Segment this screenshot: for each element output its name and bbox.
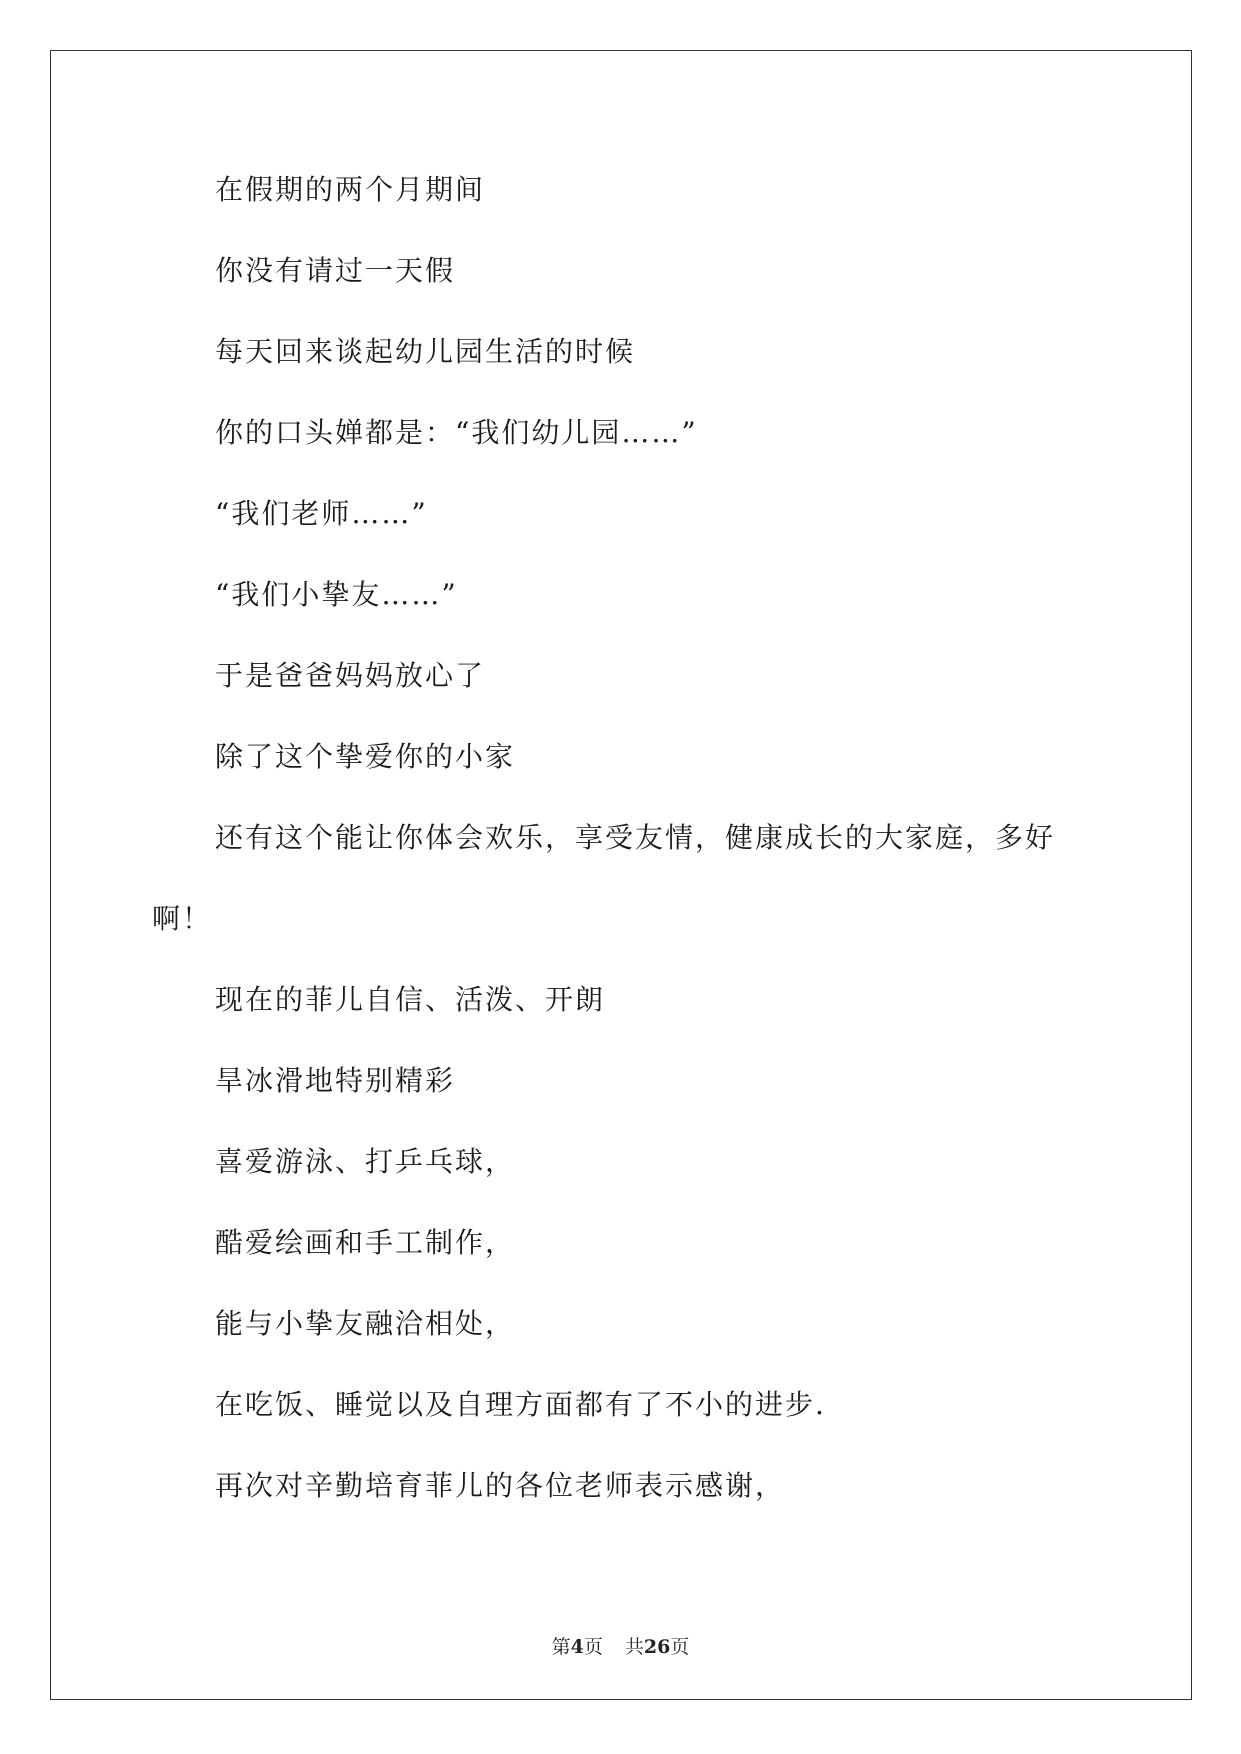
page-footer xyxy=(0,1632,1241,1659)
text-line: 你没有请过一天假 xyxy=(215,254,456,287)
text-line: 再次对辛勤培育菲儿的各位老师表示感谢， xyxy=(215,1469,786,1502)
page-border xyxy=(50,50,1192,1700)
text-line: 旱冰滑地特别精彩 xyxy=(215,1064,456,1097)
total-pages: 26 xyxy=(643,1636,671,1658)
total-prefix: 共 xyxy=(624,1636,644,1658)
page-number: 4 xyxy=(570,1636,584,1658)
page-prefix: 第 xyxy=(551,1636,571,1658)
text-line: 酷爱绘画和手工制作， xyxy=(215,1226,516,1259)
text-line: 现在的菲儿自信、活泼、开朗 xyxy=(215,983,606,1016)
text-line: 于是爸爸妈妈放心了 xyxy=(215,659,486,692)
text-line: 能与小挚友融洽相处， xyxy=(215,1307,516,1340)
text-line: 还有这个能让你体会欢乐，享受友情，健康成长的大家庭，多好 xyxy=(215,821,1056,854)
text-line: 每天回来谈起幼儿园生活的时候 xyxy=(215,335,636,368)
text-line: “我们小挚友……” xyxy=(215,578,458,611)
text-line: 你的口头婵都是：“我们幼儿园……” xyxy=(215,416,698,449)
text-line: 喜爱游泳、打乒乓球， xyxy=(215,1145,516,1178)
text-line: 除了这个挚爱你的小家 xyxy=(215,740,516,773)
page-suffix: 页 xyxy=(583,1636,603,1658)
text-line: 啊！ xyxy=(152,902,213,935)
text-line: “我们老师……” xyxy=(215,497,428,530)
total-suffix: 页 xyxy=(670,1636,690,1658)
text-line: 在吃饭、睡觉以及自理方面都有了不小的进步. xyxy=(215,1388,826,1421)
text-line: 在假期的两个月期间 xyxy=(215,173,486,206)
